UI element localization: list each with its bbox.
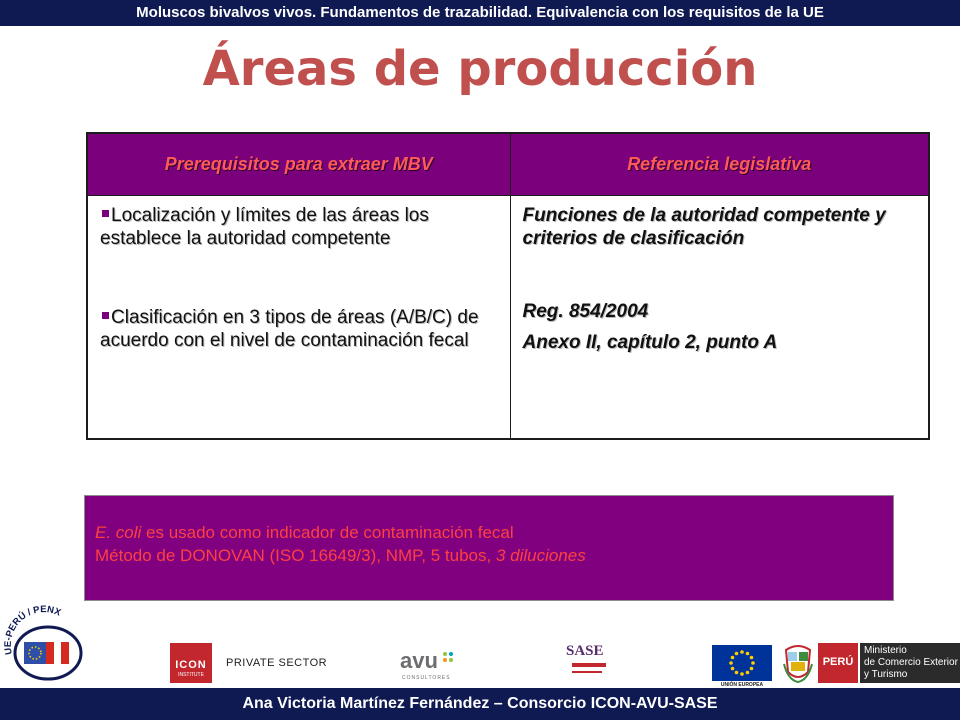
column-header-reference: Referencia legislativa <box>510 133 929 195</box>
note-line-2-text: Método de DONOVAN (ISO 16649/3), NMP, 5 tubos, <box>95 546 496 565</box>
column-header-prerequisites: Prerequisitos para extraer MBV <box>87 133 510 195</box>
ministry-name-line-2: de Comercio Exterior <box>864 657 958 668</box>
eu-logo-caption: UNIÓN EUROPEA <box>720 682 764 688</box>
list-item <box>100 306 500 352</box>
regulation-number: Reg. 854/2004 <box>522 300 649 322</box>
sase-logo <box>566 643 606 681</box>
peru-brand-text: PERÚ <box>822 656 854 668</box>
table-header-row <box>87 133 929 195</box>
peru-ministry-logo <box>818 643 960 683</box>
top-banner: Moluscos bivalvos vivos. Fundamentos de trazabilidad. Equivalencia con los requisitos de la UE <box>0 0 960 26</box>
regulation-annex: Anexo II, capítulo 2, punto A <box>522 331 778 353</box>
note-line-2 <box>95 544 887 567</box>
icon-logo-subtext: INSTITUTE <box>178 672 204 678</box>
peru-brand-box <box>818 643 858 683</box>
sase-logo-text: SASE <box>566 643 604 659</box>
penx-logo <box>2 598 84 684</box>
avu-logo <box>400 646 460 682</box>
note-box <box>84 495 894 601</box>
penx-seal-icon <box>2 598 84 684</box>
square-bullet-icon <box>102 210 109 217</box>
icon-institute-logo <box>170 643 212 683</box>
ministry-name-line-1: Ministerio <box>864 645 907 656</box>
table-row <box>87 195 929 439</box>
avu-logo-subtext: CONSULTORES <box>402 675 451 681</box>
reference-functions: Funciones de la autoridad competente y criterios de clasificación <box>522 204 886 249</box>
private-sector-label: PRIVATE SECTOR <box>226 657 328 669</box>
reference-regulation <box>523 300 919 354</box>
coat-of-arms-icon <box>782 642 814 684</box>
footer-bar: Ana Victoria Martínez Fernández – Consorcio ICON-AVU-SASE <box>0 688 960 720</box>
avu-logo-text: avu <box>400 648 438 673</box>
square-bullet-icon <box>102 312 109 319</box>
note-line-1-text: es usado como indicador de contaminación fecal <box>141 523 514 542</box>
prerequisite-text: Localización y límites de las áreas los establece la autoridad competente <box>100 204 429 249</box>
peru-coat-of-arms <box>782 642 814 684</box>
eu-flag-icon <box>712 645 772 681</box>
reference-cell <box>510 195 929 439</box>
ministry-name-line-3: y Turismo <box>864 669 908 680</box>
sase-stripe <box>572 663 606 667</box>
penx-seal-text: UE-PERÚ / PENX <box>2 604 63 656</box>
prerequisite-text: Clasificación en 3 tipos de áreas (A/B/C) de acuerdo con el nivel de contaminación fecal <box>100 306 479 351</box>
ministry-name-box <box>860 643 960 683</box>
note-line-1 <box>95 521 887 544</box>
avu-dots-icon <box>442 650 454 662</box>
ecoli-term: E. coli <box>95 523 142 542</box>
dilutions-term: 3 diluciones <box>495 546 586 565</box>
eu-logo <box>712 645 772 689</box>
slide-title: Áreas de producción <box>202 41 758 97</box>
sase-stripe <box>572 671 602 673</box>
prerequisites-cell <box>87 195 510 439</box>
icon-logo-text: ICON <box>175 659 207 671</box>
list-item <box>100 204 500 250</box>
requirements-table <box>86 132 930 440</box>
